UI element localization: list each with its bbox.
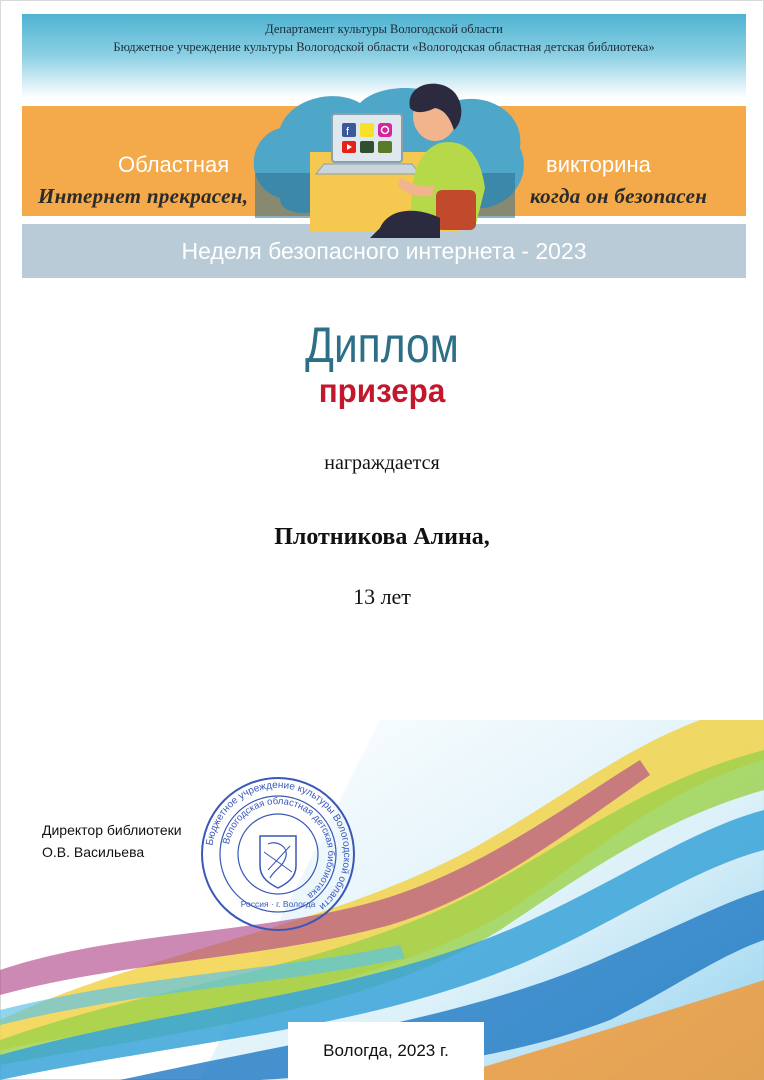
diploma-title: Диплом [305, 317, 459, 373]
official-seal-stamp [198, 774, 358, 934]
banner-text-viktorina: викторина [546, 152, 651, 177]
recipient-name: Плотникова Алина, [274, 524, 490, 550]
recipient-age: 13 лет [353, 584, 411, 609]
week-title: Неделя безопасного интернета - 2023 [181, 238, 587, 264]
svg-text:Бюджетное учреждение культуры: Бюджетное учреждение культуры Вологодской области [204, 779, 353, 912]
svg-text:Вологодская областная детская: Вологодская областная детская библиотека [221, 795, 337, 902]
seal-bottom-text: Россия · г. Вологда [240, 899, 316, 909]
banner-slogan-right: когда он безопасен [530, 184, 708, 208]
director-name: О.В. Васильева [42, 844, 145, 860]
game-icon [360, 141, 374, 153]
diploma-subtitle: призера [318, 372, 446, 409]
instagram-icon [378, 123, 392, 137]
child-at-laptop-illustration [240, 78, 530, 238]
city-year: Вологда, 2023 г. [323, 1041, 449, 1060]
director-position: Директор библиотеки [42, 822, 182, 838]
svg-text:f: f [346, 126, 350, 138]
banner-text-oblastnaya: Областная [118, 152, 230, 177]
snapchat-icon [360, 123, 374, 137]
department-name: Департамент культуры Вологодской области [265, 22, 503, 36]
banner-slogan-left: Интернет прекрасен, [38, 184, 249, 208]
awarded-label: награждается [324, 452, 440, 474]
institution-name: Бюджетное учреждение культуры Вологодской области «Вологодская областная детская библиотека» [113, 40, 655, 54]
